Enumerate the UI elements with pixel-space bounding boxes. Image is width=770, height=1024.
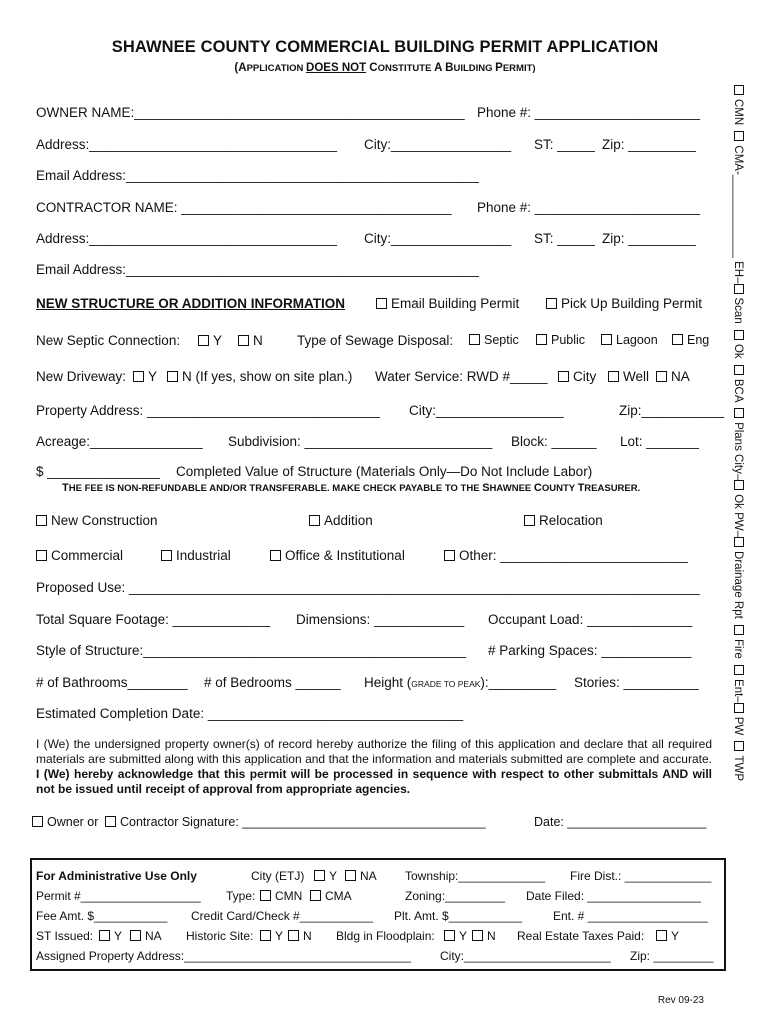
- email-permit-option[interactable]: Email Building Permit: [376, 296, 519, 311]
- addition-checkbox[interactable]: [309, 515, 320, 526]
- water-na-option[interactable]: NA: [656, 369, 690, 384]
- driveway-label: New Driveway:: [36, 369, 127, 384]
- sewage-eng-checkbox[interactable]: [672, 334, 683, 345]
- new-construction-option[interactable]: New Construction: [36, 513, 158, 528]
- contractor-name-field[interactable]: CONTRACTOR NAME: ____________________________________: [36, 200, 452, 215]
- sidebar-scan-label: Scan: [732, 297, 744, 324]
- admin-plat-amount-field[interactable]: Plt. Amt. $___________: [394, 909, 523, 923]
- contractor-signer-checkbox[interactable]: [105, 816, 116, 827]
- sidebar-ok-label: Ok: [732, 343, 744, 359]
- total-sqft-field[interactable]: Total Square Footage: _____________: [36, 612, 271, 627]
- industrial-option[interactable]: Industrial: [161, 548, 231, 563]
- property-zip-field[interactable]: Zip:___________: [619, 403, 725, 418]
- admin-permit-field[interactable]: Permit #__________________: [36, 889, 201, 903]
- sidebar-city-ok-label: Ok PW–: [732, 494, 744, 538]
- sewage-septic-option[interactable]: Septic: [469, 333, 519, 347]
- admin-credit-check-field[interactable]: Credit Card/Check #___________: [191, 909, 374, 923]
- admin-row-4: [36, 929, 712, 947]
- pickup-permit-checkbox[interactable]: [546, 298, 557, 309]
- value-row: [36, 464, 712, 482]
- admin-entry-field[interactable]: Ent. # __________________: [553, 909, 708, 923]
- admin-historic-yes-option[interactable]: Y: [260, 929, 283, 943]
- admin-etj-na-option[interactable]: NA: [345, 869, 377, 883]
- sidebar-scan-checkbox[interactable]: [734, 284, 744, 294]
- admin-etj-yes-option[interactable]: Y: [314, 869, 337, 883]
- form-subtitle: (APPLICATION DOES NOT CONSTITUTE A BUILDING PERMIT): [234, 62, 536, 74]
- property-address-field[interactable]: Property Address: _______________________________: [36, 403, 380, 418]
- structure-heading: NEW STRUCTURE OR ADDITION INFORMATION: [36, 296, 345, 311]
- admin-city-field[interactable]: City:______________________: [440, 949, 611, 963]
- sidebar-drainage-label: Drainage Rpt: [732, 551, 744, 619]
- driveway-yes-option[interactable]: Y: [133, 369, 157, 384]
- contractor-state-field[interactable]: ST: _____: [534, 231, 595, 246]
- owner-address-field[interactable]: Address:_________________________________: [36, 137, 338, 152]
- revision-label: Rev 09-23: [657, 995, 704, 1006]
- driveway-no-option[interactable]: N (If yes, show on site plan.): [167, 369, 352, 384]
- bathrooms-field[interactable]: # of Bathrooms________: [36, 675, 188, 690]
- admin-st-yes-option[interactable]: Y: [99, 929, 122, 943]
- structure-heading-row: [36, 296, 712, 314]
- certification-text: I (We) the undersigned property owner(s) of record hereby authorize the filing of this application and declare that all required materials are submitted along with this application and that the information and materials submitted are complete and accurate. I (We) hereby acknowledge that this permit will be processed in sequence with respect to other submittals AND will not be issued until receipt of approval from appropriate agencies.: [36, 737, 712, 796]
- admin-taxes-yes-checkbox[interactable]: [656, 930, 667, 941]
- admin-taxes-yes-option[interactable]: Y: [656, 929, 679, 943]
- owner-name-field[interactable]: OWNER NAME:____________________________________________: [36, 105, 465, 120]
- sidebar-city-ok-checkbox[interactable]: [734, 480, 744, 490]
- contractor-name-row: [36, 200, 712, 218]
- driveway-row: [36, 369, 712, 387]
- admin-st-na-option[interactable]: NA: [130, 929, 162, 943]
- sewage-public-checkbox[interactable]: [536, 334, 547, 345]
- sidebar-cmn-label: CMN: [732, 99, 744, 126]
- admin-floodplain-yes-checkbox[interactable]: [444, 930, 455, 941]
- contractor-address-row: [36, 231, 712, 249]
- occupancy-row: [36, 548, 712, 566]
- acreage-row: [36, 434, 712, 452]
- contractor-phone-field[interactable]: Phone #: ______________________: [477, 200, 700, 215]
- admin-zip-field[interactable]: Zip: _________: [630, 949, 714, 963]
- water-city-option[interactable]: City: [558, 369, 596, 384]
- commercial-option[interactable]: Commercial: [36, 548, 123, 563]
- square-footage-row: [36, 612, 712, 630]
- project-type-row: [36, 513, 712, 531]
- property-city-field[interactable]: City:_________________: [409, 403, 564, 418]
- sidebar-bca-label: BCA: [732, 378, 744, 402]
- owner-zip-field[interactable]: Zip: _________: [602, 137, 696, 152]
- admin-assigned-address-field[interactable]: Assigned Property Address:__________________________________: [36, 949, 411, 963]
- acreage-field[interactable]: Acreage:_______________: [36, 434, 203, 449]
- sidebar-twp-label: TWP: [732, 755, 744, 781]
- value-label: Completed Value of Structure (Materials Only—Do Not Include Labor): [176, 464, 593, 479]
- water-city-checkbox[interactable]: [558, 371, 569, 382]
- sidebar-fire-checkbox[interactable]: [734, 625, 744, 635]
- completion-row: [36, 706, 712, 724]
- sidebar-ent-checkbox[interactable]: [734, 665, 744, 675]
- sewage-septic-checkbox[interactable]: [469, 334, 480, 345]
- septic-no-option[interactable]: N: [238, 333, 263, 348]
- sidebar-twp-checkbox[interactable]: [734, 741, 744, 751]
- admin-floodplain-no-option[interactable]: N: [472, 929, 496, 943]
- owner-phone-field[interactable]: Phone #: ______________________: [477, 105, 700, 120]
- contractor-signature-field[interactable]: Contractor Signature: ___________________________________: [105, 815, 486, 829]
- sewage-lagoon-checkbox[interactable]: [601, 334, 612, 345]
- contractor-email-row: [36, 262, 712, 280]
- sidebar-ok-checkbox[interactable]: [734, 330, 744, 340]
- sidebar-pw-checkbox[interactable]: [734, 703, 744, 713]
- septic-label: New Septic Connection:: [36, 333, 181, 348]
- sidebar-plans-checkbox[interactable]: [734, 408, 744, 418]
- owner-email-row: [36, 168, 712, 186]
- sewage-label: Type of Sewage Disposal:: [297, 333, 454, 348]
- height-field[interactable]: Height (GRADE TO PEAK):_________: [364, 675, 557, 690]
- admin-historic-yes-checkbox[interactable]: [260, 930, 271, 941]
- office-institutional-option[interactable]: Office & Institutional: [270, 548, 405, 563]
- style-field[interactable]: Style of Structure:___________________________________________: [36, 643, 467, 658]
- sidebar-drainage-checkbox[interactable]: [734, 537, 744, 547]
- admin-etj-yes-checkbox[interactable]: [314, 870, 325, 881]
- admin-type-label: Type:: [226, 889, 256, 903]
- owner-address-row: [36, 137, 712, 155]
- sidebar-plans-label: Plans City–: [732, 422, 744, 481]
- admin-township-field[interactable]: Township:_____________: [405, 869, 546, 883]
- owner-email-field[interactable]: Email Address:_______________________________________________: [36, 168, 479, 183]
- admin-row-2: [36, 889, 712, 907]
- admin-row-3: [36, 909, 712, 927]
- admin-type-cmn-option[interactable]: CMN: [260, 889, 302, 903]
- driveway-no-checkbox[interactable]: [167, 371, 178, 382]
- other-checkbox[interactable]: [444, 550, 455, 561]
- value-field[interactable]: $ _______________: [36, 464, 160, 479]
- sidebar-cmn-checkbox[interactable]: [734, 85, 744, 95]
- bedrooms-field[interactable]: # of Bedrooms ______: [204, 675, 341, 690]
- sidebar-cma-label: CMA-_____________: [732, 145, 744, 258]
- commercial-checkbox[interactable]: [36, 550, 47, 561]
- contractor-address-field[interactable]: Address:_________________________________: [36, 231, 338, 246]
- block-field[interactable]: Block: ______: [511, 434, 597, 449]
- admin-row-5: [36, 949, 712, 967]
- contractor-city-field[interactable]: City:________________: [364, 231, 512, 246]
- occupant-load-field[interactable]: Occupant Load: ______________: [488, 612, 693, 627]
- bathrooms-row: [36, 675, 712, 693]
- sidebar-eh-label: EH–: [732, 261, 744, 284]
- admin-historic-label: Historic Site:: [186, 929, 254, 943]
- admin-historic-no-checkbox[interactable]: [288, 930, 299, 941]
- water-well-checkbox[interactable]: [608, 371, 619, 382]
- other-option[interactable]: Other: _________________________: [444, 548, 688, 563]
- admin-historic-no-option[interactable]: N: [288, 929, 312, 943]
- admin-city-etj: City (ETJ): [251, 869, 305, 883]
- admin-date-filed-field[interactable]: Date Filed: _________________: [526, 889, 701, 903]
- septic-yes-checkbox[interactable]: [198, 335, 209, 346]
- septic-no-checkbox[interactable]: [238, 335, 249, 346]
- contractor-zip-field[interactable]: Zip: _________: [602, 231, 696, 246]
- owner-city-field[interactable]: City:________________: [364, 137, 512, 152]
- sidebar-pw-label: PW: [732, 716, 744, 736]
- owner-name-row: [36, 105, 712, 123]
- addition-option[interactable]: Addition: [309, 513, 373, 528]
- lot-field[interactable]: Lot: _______: [620, 434, 699, 449]
- sidebar-cma-checkbox[interactable]: [734, 131, 744, 141]
- admin-fire-district-field[interactable]: Fire Dist.: _____________: [570, 869, 712, 883]
- admin-st-na-checkbox[interactable]: [130, 930, 141, 941]
- admin-floodplain-label: Bldg in Floodplain:: [336, 929, 435, 943]
- office-institutional-checkbox[interactable]: [270, 550, 281, 561]
- admin-cma-checkbox[interactable]: [310, 890, 321, 901]
- admin-fee-field[interactable]: Fee Amt. $___________: [36, 909, 168, 923]
- relocation-checkbox[interactable]: [524, 515, 535, 526]
- relocation-option[interactable]: Relocation: [524, 513, 603, 528]
- pickup-permit-option[interactable]: Pick Up Building Permit: [546, 296, 702, 311]
- industrial-checkbox[interactable]: [161, 550, 172, 561]
- sewage-lagoon-option[interactable]: Lagoon: [601, 333, 658, 347]
- property-address-row: [36, 403, 725, 421]
- septic-yes-option[interactable]: Y: [198, 333, 222, 348]
- owner-signer-checkbox[interactable]: [32, 816, 43, 827]
- sewage-public-option[interactable]: Public: [536, 333, 585, 347]
- style-row: [36, 643, 712, 661]
- proposed-use-row: [36, 580, 712, 598]
- admin-floodplain-yes-option[interactable]: Y: [444, 929, 467, 943]
- form-title: SHAWNEE COUNTY COMMERCIAL BUILDING PERMIT APPLICATION: [111, 38, 659, 56]
- sidebar-fire-label: Fire: [732, 639, 744, 659]
- email-permit-checkbox[interactable]: [376, 298, 387, 309]
- sidebar-ent-label: Ent–: [732, 679, 744, 703]
- admin-taxes-label: Real Estate Taxes Paid:: [517, 929, 645, 943]
- admin-zoning-field[interactable]: Zoning:_________: [405, 889, 506, 903]
- new-construction-checkbox[interactable]: [36, 515, 47, 526]
- admin-cmn-checkbox[interactable]: [260, 890, 271, 901]
- sidebar-bca-checkbox[interactable]: [734, 365, 744, 375]
- admin-row-1: [36, 869, 712, 887]
- water-well-option[interactable]: Well: [608, 369, 649, 384]
- water-rwd-field[interactable]: Water Service: RWD #_____: [375, 369, 548, 384]
- sewage-eng-option[interactable]: Eng: [672, 333, 709, 347]
- dimensions-field[interactable]: Dimensions: ____________: [296, 612, 465, 627]
- admin-st-yes-checkbox[interactable]: [99, 930, 110, 941]
- completion-date-field[interactable]: Estimated Completion Date: __________________________________: [36, 706, 464, 721]
- parking-field[interactable]: # Parking Spaces: ____________: [488, 643, 692, 658]
- office-checklist-sidebar: [724, 85, 744, 845]
- admin-type-cma-option[interactable]: CMA: [310, 889, 352, 903]
- water-na-checkbox[interactable]: [656, 371, 667, 382]
- fee-note: THE FEE IS NON-REFUNDABLE AND/OR TRANSFERABLE. MAKE CHECK PAYABLE TO THE SHAWNEE COUNTY TREASURER.: [62, 482, 641, 494]
- stories-field[interactable]: Stories: __________: [574, 675, 699, 690]
- driveway-yes-checkbox[interactable]: [133, 371, 144, 382]
- signature-row: [36, 815, 712, 833]
- admin-st-issued-label: ST Issued:: [36, 929, 94, 943]
- owner-state-field[interactable]: ST: _____: [534, 137, 595, 152]
- proposed-use-field[interactable]: Proposed Use: ____________________________________________________________________________: [36, 580, 700, 595]
- septic-row: [36, 333, 712, 351]
- admin-floodplain-no-checkbox[interactable]: [472, 930, 483, 941]
- admin-heading: For Administrative Use Only: [36, 869, 197, 883]
- owner-signer-option[interactable]: Owner or: [32, 815, 98, 829]
- contractor-email-field[interactable]: Email Address:_______________________________________________: [36, 262, 479, 277]
- admin-etj-na-checkbox[interactable]: [345, 870, 356, 881]
- subdivision-field[interactable]: Subdivision: _________________________: [228, 434, 493, 449]
- signature-date-field[interactable]: Date: ____________________: [534, 815, 707, 829]
